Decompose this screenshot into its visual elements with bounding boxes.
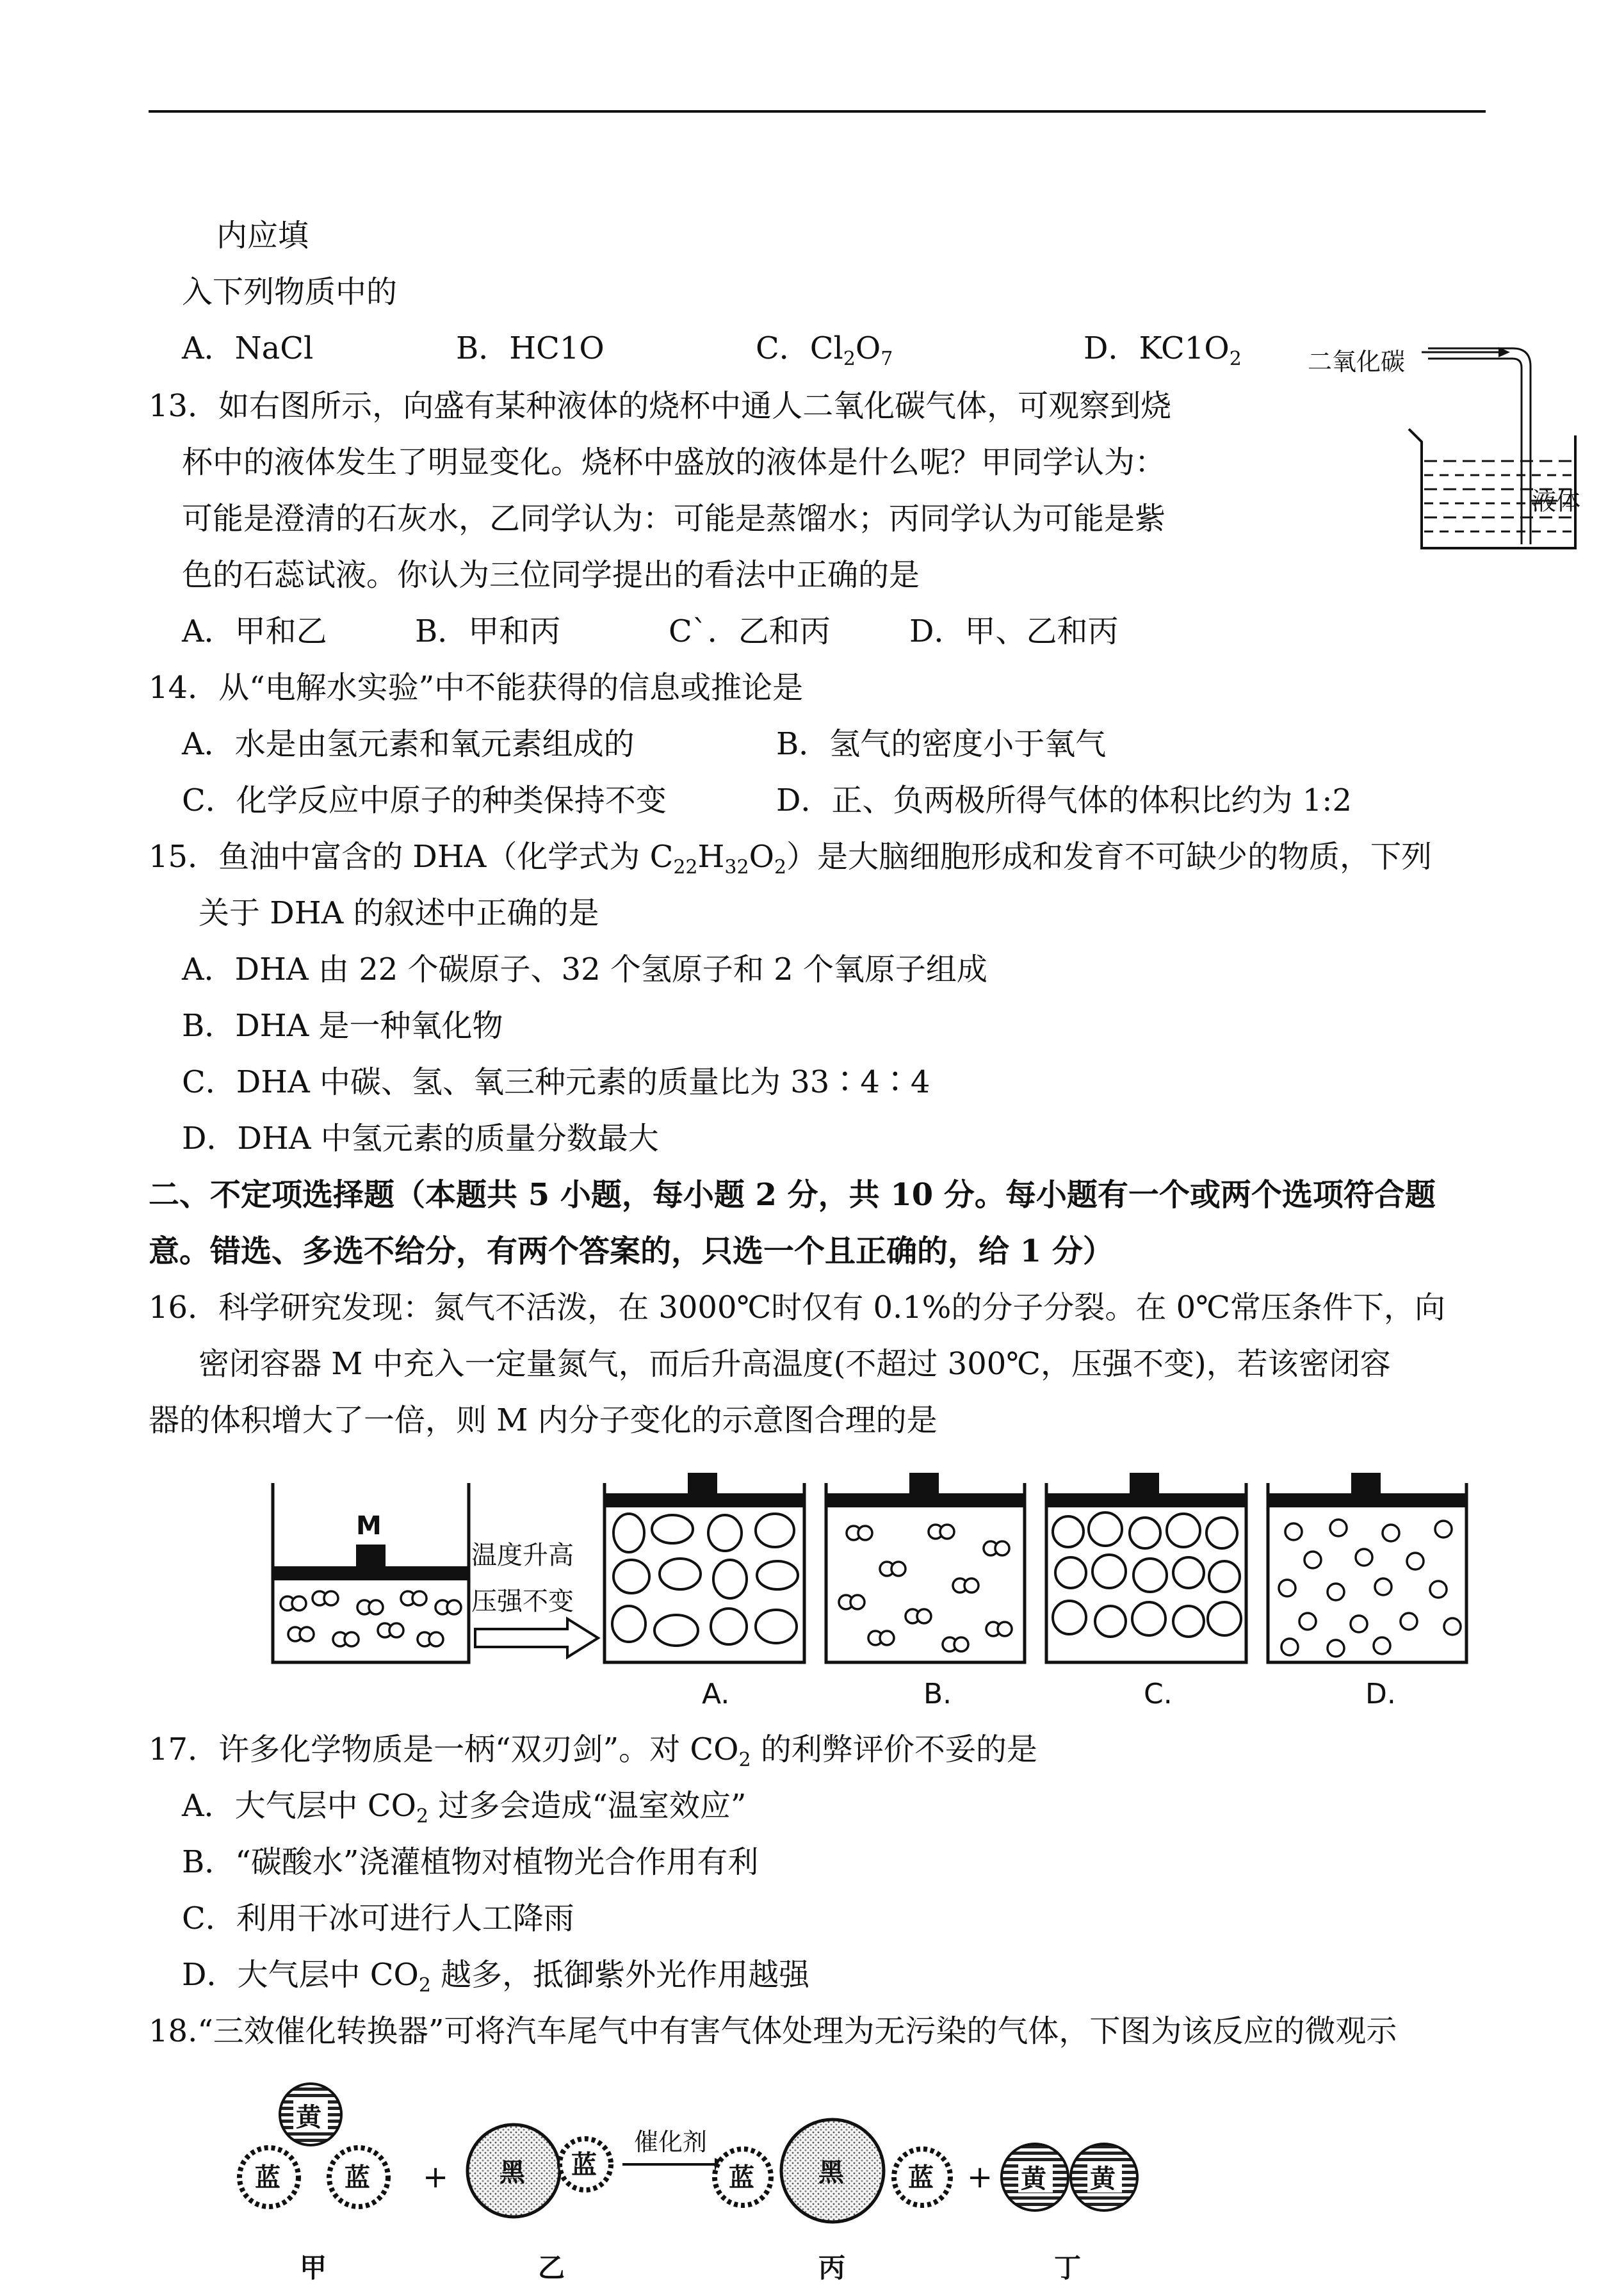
q14-option-b: B．氢气的密度小于氧气 [776, 726, 1107, 762]
molecule-yi [467, 2125, 611, 2217]
q14-option-c: C．化学反应中原子的种类保持不变 [182, 783, 667, 818]
plus-sign: + [967, 2159, 993, 2195]
q15-stem-line2: 关于 DHA 的叙述中正确的是 [199, 895, 599, 931]
q17-option-b: B．“碳酸水”浇灌植物对植物光合作用有利 [182, 1844, 759, 1880]
header-rule [149, 110, 1486, 113]
arrow-label-line2: 压强不变 [471, 1587, 574, 1616]
atom-blue: 蓝 [345, 2163, 370, 2193]
atom-blue: 蓝 [571, 2150, 597, 2180]
q12-line1: 内应填 [216, 218, 309, 254]
atom-blue: 蓝 [255, 2163, 280, 2193]
q16-line3: 器的体积增大了一倍，则 M 内分子变化的示意图合理的是 [149, 1402, 938, 1438]
label-jia: 甲 [300, 2252, 327, 2283]
section2-heading-line1: 二、不定项选择题（本题共 5 小题，每小题 2 分，共 10 分。每小题有一个或两个选项符合题 [149, 1177, 1436, 1213]
label-bing: 丙 [818, 2252, 846, 2283]
q16-line1: 16．科学研究发现：氮气不活泼，在 3000℃时仅有 0.1%的分子分裂。在 0℃常压条件下，向 [149, 1290, 1445, 1326]
molecule-ding [1002, 2144, 1137, 2210]
q17-option-d: D．大气层中 $CO_2$ 越多，抵御紫外光作用越强 [182, 1957, 810, 1997]
q13-line2: 杯中的液体发生了明显变化。烧杯中盛放的液体是什么呢？甲同学认为： [182, 444, 1166, 480]
beaker-figure [1306, 333, 1588, 564]
atom-blue: 蓝 [908, 2163, 934, 2193]
q15-stem: 15．鱼油中富含的 DHA（化学式为 $C_{22}H_{32}O_2$）是大脑细胞形成和发育不可缺少的物质，下列 [149, 839, 1433, 879]
q16-label-b: B. [923, 1678, 952, 1710]
q16-label-c: C. [1144, 1678, 1173, 1710]
q14-stem: 14．从“电解水实验”中不能获得的信息或推论是 [149, 670, 804, 706]
container-d [1268, 1473, 1466, 1662]
q12-option-b: B．HC1O [456, 330, 605, 366]
container-b [826, 1473, 1025, 1662]
q14-option-d: D．正、负两极所得气体的体积比约为 1:2 [776, 783, 1352, 818]
q15-option-b: B．DHA 是一种氧化物 [182, 1008, 503, 1044]
condition-arrow [475, 1619, 598, 1657]
container-initial [273, 1483, 469, 1662]
q16-figure [263, 1470, 1486, 1711]
molecule-jia [240, 2084, 388, 2207]
q15-option-c: C．DHA 中碳、氢、氧三种元素的质量比为 33∶4∶4 [182, 1064, 930, 1100]
label-ding: 丁 [1054, 2252, 1082, 2283]
plus-sign: + [423, 2159, 449, 2195]
atom-black: 黑 [818, 2158, 844, 2187]
q18-stem: 18.“三效催化转换器”可将汽车尾气中有害气体处理为无污染的气体，下图为该反应的微观示 [149, 2013, 1397, 2049]
q13-line4: 色的石蕊试液。你认为三位同学提出的看法中正确的是 [182, 557, 920, 593]
atom-blue: 蓝 [729, 2163, 754, 2193]
q18-figure [218, 2075, 1178, 2295]
label-yi: 乙 [538, 2252, 565, 2283]
atom-yellow: 黄 [296, 2103, 321, 2132]
atom-black: 黑 [499, 2158, 525, 2187]
q15-option-d: D．DHA 中氢元素的质量分数最大 [182, 1121, 659, 1156]
q15-option-a: A．DHA 由 22 个碳原子、32 个氢原子和 2 个氧原子组成 [182, 952, 987, 987]
q13-option-a: A．甲和乙 [182, 613, 327, 649]
q12-option-a: A．NaCl [182, 330, 314, 366]
q13-option-c: C`．乙和丙 [669, 613, 831, 649]
q13-option-d: D．甲、乙和丙 [909, 613, 1119, 649]
q17-stem: 17．许多化学物质是一柄“双刃剑”。对 $CO_2$ 的利弊评价不妥的是 [149, 1731, 1037, 1771]
section2-heading-line2: 意。错选、多选不给分，有两个答案的，只选一个且正确的，给 1 分） [149, 1233, 1114, 1269]
q14-option-a: A．水是由氢元素和氧元素组成的 [182, 726, 635, 762]
q17-option-a: A．大气层中 $CO_2$ 过多会造成“温室效应” [182, 1788, 747, 1828]
container-c [1046, 1473, 1246, 1662]
catalyst-label: 催化剂 [634, 2128, 708, 2156]
arrow-label-line1: 温度升高 [471, 1541, 574, 1570]
q12-option-c: C．$Cl_2O_7$ [756, 330, 893, 370]
q16-label-d: D. [1365, 1678, 1396, 1710]
co2-label: 二氧化碳 [1308, 348, 1406, 376]
q12-option-d: D．$KC1O_2$ [1084, 330, 1242, 370]
q13-option-b: B．甲和丙 [415, 613, 561, 649]
q13-line3: 可能是澄清的石灰水，乙同学认为：可能是蒸馏水；丙同学认为可能是紫 [182, 501, 1166, 537]
q12-line2: 入下列物质中的 [182, 274, 398, 310]
q17-option-c: C．利用干冰可进行人工降雨 [182, 1901, 574, 1936]
q13-line1: 13．如右图所示，向盛有某种液体的烧杯中通人二氧化碳气体，可观察到烧 [149, 388, 1172, 424]
liquid-label: 液体 [1532, 487, 1581, 515]
q16-line2: 密闭容器 M 中充入一定量氮气，而后升高温度(不超过 300℃，压强不变)，若该密闭容 [199, 1346, 1391, 1382]
atom-yellow: 黄 [1090, 2164, 1116, 2194]
q16-label-a: A. [702, 1678, 730, 1710]
atom-yellow: 黄 [1021, 2164, 1046, 2194]
m-label: M [356, 1511, 382, 1541]
container-a [605, 1473, 804, 1662]
molecule-bing [715, 2120, 950, 2222]
